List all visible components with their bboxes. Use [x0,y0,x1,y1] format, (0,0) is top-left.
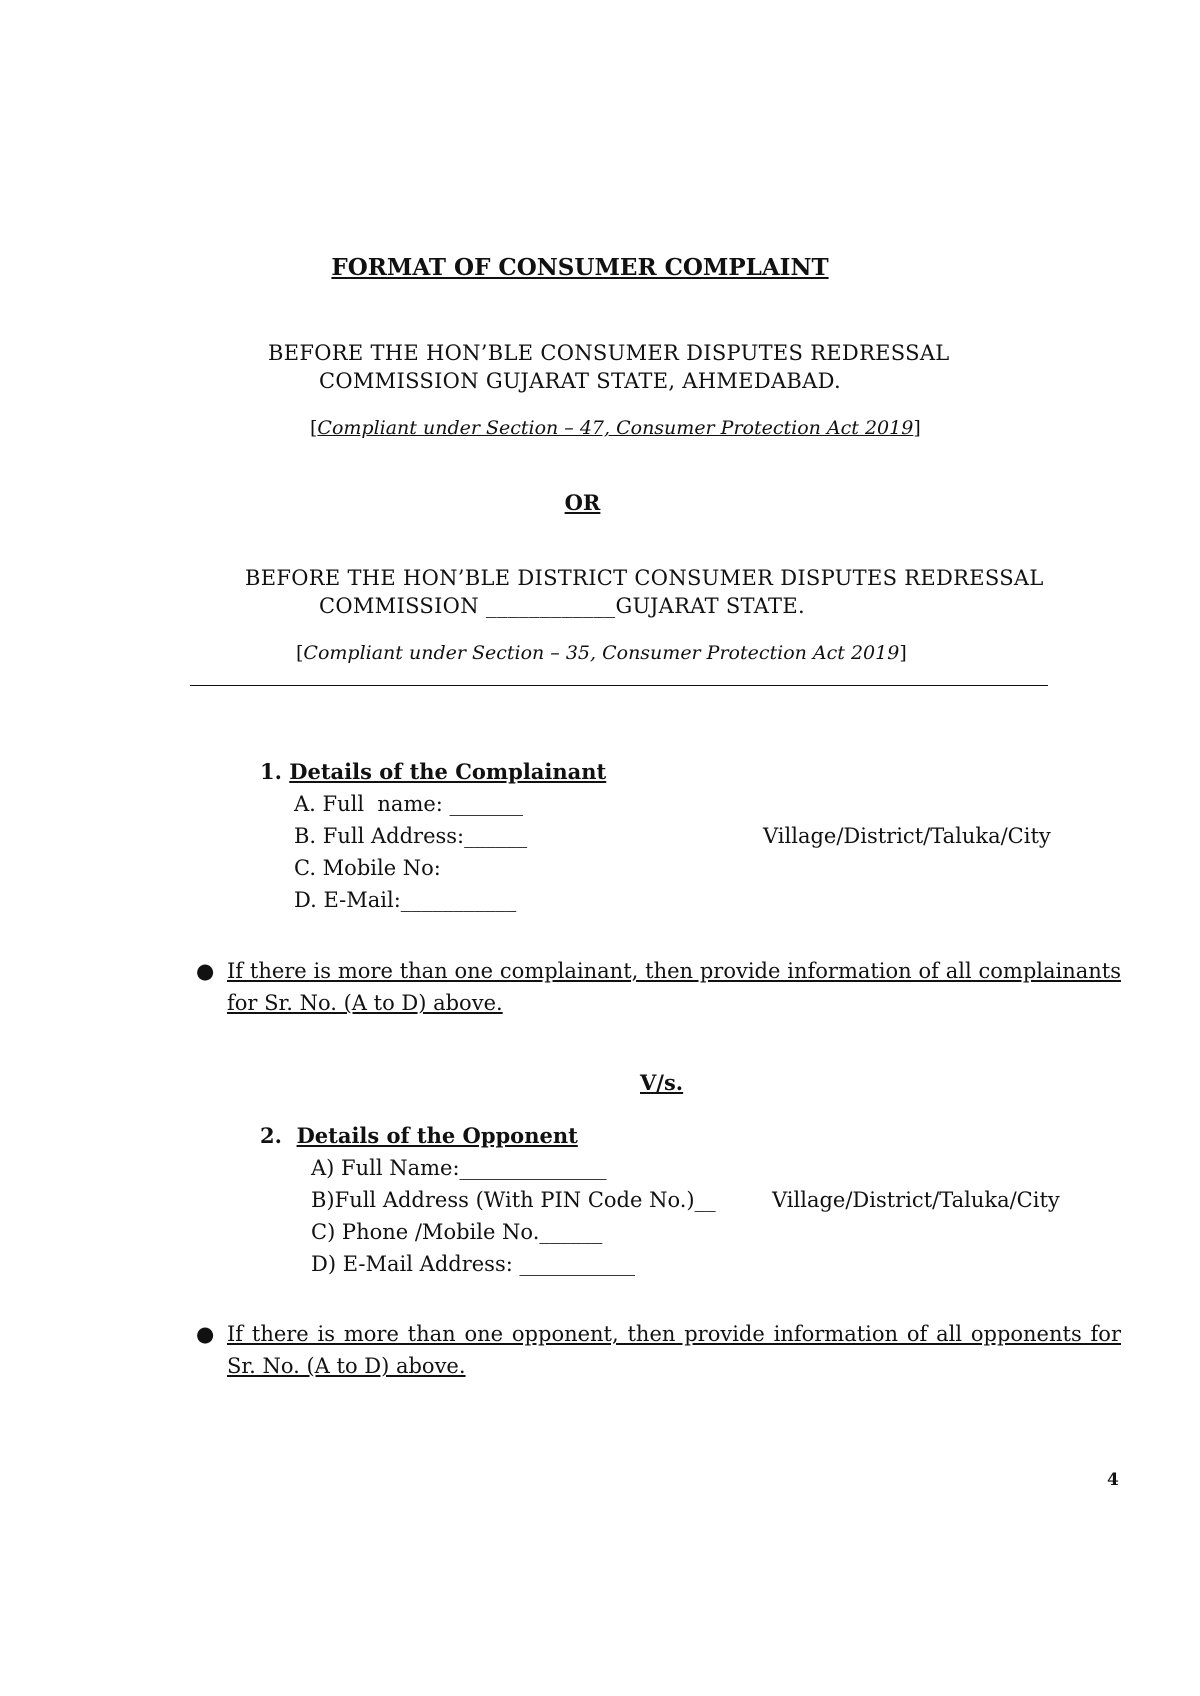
opponent-heading [260,1123,578,1148]
complainant-full-name: A. Full name: _______ [294,792,524,816]
opponent-email: D) E-Mail Address: ___________ [311,1252,635,1276]
opponent-full-name: A) Full Name:______________ [311,1156,607,1180]
bullet-icon: ● [196,959,215,983]
horizontal-rule [190,685,1048,686]
state-commission-line1: BEFORE THE HON’BLE CONSUMER DISPUTES REDRESSAL [268,341,950,365]
opponent-heading-text: Details of the Opponent [296,1123,578,1148]
complainant-address-note: Village/District/Taluka/City [763,824,1051,848]
bracket-open: [ [310,417,318,439]
complainant-heading-text: Details of the Complainant [289,759,607,784]
state-section-text: Compliant under Section – 47, Consumer Protection Act 2019 [317,417,914,439]
bullet-icon: ● [196,1322,215,1346]
opponent-number: 2. [260,1123,282,1148]
bracket-close: ] [899,642,907,664]
complainant-heading [260,759,606,784]
opponent-address-note: Village/District/Taluka/City [772,1188,1060,1212]
document-title: FORMAT OF CONSUMER COMPLAINT [331,254,829,281]
district-section-text: Compliant under Section – 35, Consumer Protection Act 2019 [303,642,900,664]
complainant-mobile: C. Mobile No: [294,856,441,880]
complainant-note [196,955,1121,1019]
opponent-note-text: If there is more than one opponent, then provide information of all opponents for Sr. No. (A to D) above. [227,1322,1121,1378]
bracket-open: [ [296,642,304,664]
complainant-email: D. E-Mail:___________ [294,888,517,912]
complainant-note-text: If there is more than one complainant, then provide information of all complainants for Sr. No. (A to D) above. [227,959,1121,1015]
versus-label: V/s. [640,1070,684,1095]
opponent-note [196,1318,1121,1382]
district-commission-line1: BEFORE THE HON’BLE DISTRICT CONSUMER DISPUTES REDRESSAL [245,566,1044,590]
opponent-full-address: B)Full Address (With PIN Code No.)__ [311,1188,716,1212]
page-number: 4 [1107,1470,1119,1490]
state-section-reference [310,417,921,439]
district-commission-line2: COMMISSION ____________GUJARAT STATE. [319,594,805,618]
district-section-reference [296,642,907,664]
bracket-close: ] [913,417,921,439]
or-separator: OR [564,490,601,515]
complainant-number: 1. [260,759,282,784]
opponent-phone: C) Phone /Mobile No.______ [311,1220,603,1244]
complainant-full-address: B. Full Address:______ [294,824,528,848]
state-commission-line2: COMMISSION GUJARAT STATE, AHMEDABAD. [319,369,841,393]
